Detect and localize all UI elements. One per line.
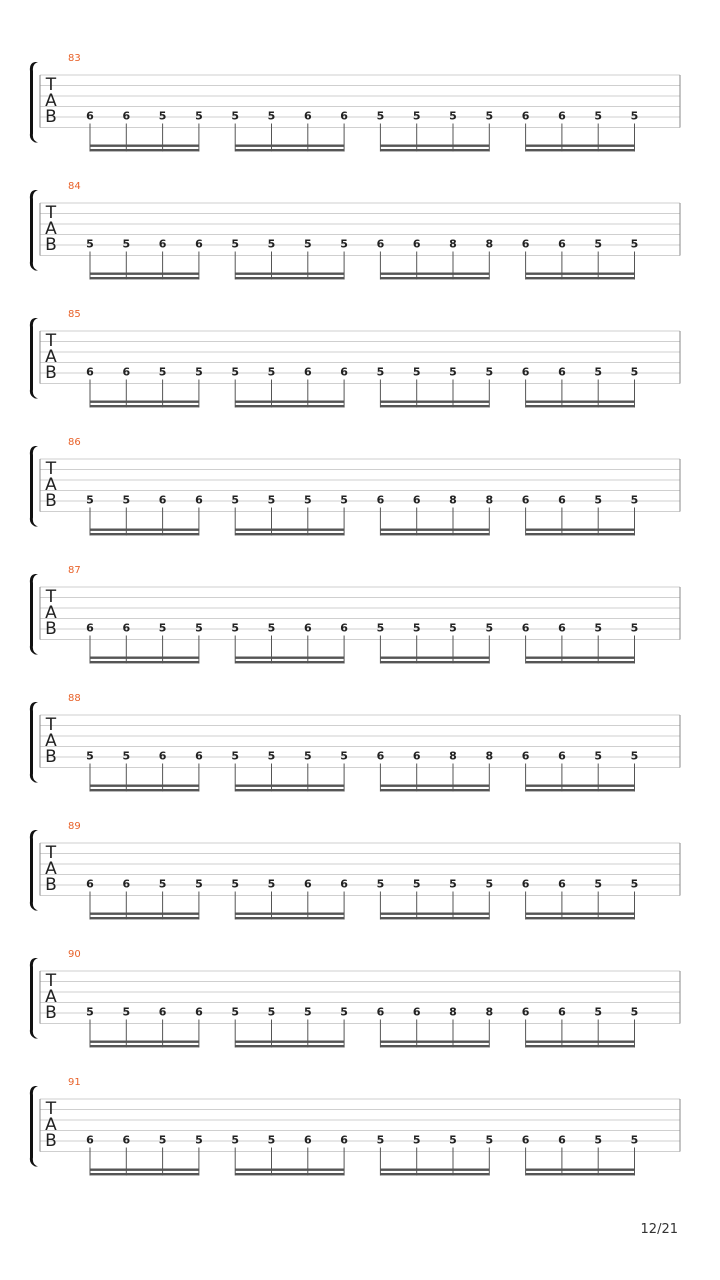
- fret-number: 6: [558, 1005, 566, 1019]
- tab-clef-letter: T: [45, 587, 57, 607]
- fret-number: 5: [630, 1133, 639, 1147]
- fret-number: 8: [449, 493, 457, 507]
- beam-secondary: [235, 405, 344, 407]
- beam-primary: [90, 913, 199, 915]
- fret-number: 5: [594, 365, 603, 379]
- fret-number: 5: [303, 237, 312, 251]
- system-bracket: [30, 318, 38, 399]
- beam-primary: [90, 529, 199, 531]
- beam-secondary: [90, 1045, 199, 1047]
- fret-number: 5: [231, 1133, 240, 1147]
- beam-primary: [380, 913, 489, 915]
- beam-secondary: [526, 149, 635, 151]
- measure-number: 89: [68, 821, 81, 832]
- beam-secondary: [380, 661, 489, 663]
- beam-primary: [380, 785, 489, 787]
- beam-primary: [235, 913, 344, 915]
- fret-number: 5: [231, 1005, 240, 1019]
- tab-clef-letter: B: [45, 1003, 57, 1023]
- beam-secondary: [235, 1173, 344, 1175]
- beam-secondary: [90, 149, 199, 151]
- fret-number: 8: [485, 749, 494, 763]
- fret-number: 6: [158, 237, 167, 251]
- beam-secondary: [235, 149, 344, 151]
- tab-clef-letter: A: [45, 347, 57, 367]
- fret-number: 5: [231, 365, 240, 379]
- tab-clef-letter: A: [45, 731, 57, 751]
- page-indicator: 12/21: [640, 1222, 678, 1237]
- fret-number: 5: [594, 1133, 603, 1147]
- beam-secondary: [235, 661, 344, 663]
- beam-primary: [380, 1041, 489, 1043]
- fret-number: 5: [303, 1005, 312, 1019]
- fret-number: 5: [376, 109, 385, 123]
- fret-number: 6: [412, 749, 421, 763]
- system-bracket: [30, 190, 38, 271]
- beam-secondary: [380, 149, 489, 151]
- beam-primary: [380, 273, 489, 275]
- fret-number: 6: [122, 621, 131, 635]
- fret-number: 5: [122, 749, 131, 763]
- beam-secondary: [380, 917, 489, 919]
- system-bracket: [30, 446, 38, 527]
- beam-primary: [90, 785, 199, 787]
- fret-number: 5: [449, 1133, 457, 1147]
- fret-number: 5: [340, 1005, 348, 1019]
- beam-secondary: [526, 661, 635, 663]
- beam-primary: [90, 657, 199, 659]
- fret-number: 5: [340, 749, 348, 763]
- system-bracket: [30, 1086, 38, 1167]
- fret-number: 5: [485, 1133, 494, 1147]
- measure-number: 83: [68, 53, 81, 64]
- fret-number: 5: [485, 621, 494, 635]
- fret-number: 5: [594, 877, 603, 891]
- fret-number: 5: [412, 365, 421, 379]
- tab-clef-letter: A: [45, 1115, 57, 1135]
- fret-number: 6: [195, 749, 203, 763]
- beam-secondary: [90, 405, 199, 407]
- measure-number: 91: [68, 1077, 81, 1088]
- tab-clef-letter: A: [45, 987, 57, 1007]
- beam-secondary: [526, 277, 635, 279]
- beam-secondary: [380, 405, 489, 407]
- measure-number: 85: [68, 309, 81, 320]
- fret-number: 5: [594, 109, 603, 123]
- beam-primary: [235, 657, 344, 659]
- fret-number: 5: [158, 365, 167, 379]
- fret-number: 6: [412, 237, 421, 251]
- beam-primary: [235, 1169, 344, 1171]
- fret-number: 8: [449, 1005, 457, 1019]
- system-bracket: [30, 62, 38, 143]
- tab-clef-letter: B: [45, 875, 57, 895]
- fret-number: 5: [267, 749, 276, 763]
- fret-number: 6: [303, 621, 312, 635]
- tab-clef-letter: T: [45, 459, 57, 479]
- beam-primary: [90, 401, 199, 403]
- fret-number: 6: [122, 877, 131, 891]
- beam-secondary: [235, 277, 344, 279]
- fret-number: 6: [376, 749, 385, 763]
- fret-number: 5: [630, 749, 639, 763]
- beam-secondary: [526, 917, 635, 919]
- fret-number: 6: [86, 621, 94, 635]
- fret-number: 6: [376, 237, 385, 251]
- measure-number: 87: [68, 565, 81, 576]
- fret-number: 5: [231, 493, 240, 507]
- fret-number: 5: [630, 493, 639, 507]
- beam-primary: [235, 145, 344, 147]
- fret-number: 5: [231, 877, 240, 891]
- beam-primary: [526, 529, 635, 531]
- fret-number: 5: [630, 1005, 639, 1019]
- fret-number: 5: [485, 365, 494, 379]
- beam-primary: [526, 1041, 635, 1043]
- fret-number: 5: [594, 749, 603, 763]
- fret-number: 6: [412, 1005, 421, 1019]
- fret-number: 6: [521, 877, 530, 891]
- fret-number: 5: [158, 621, 167, 635]
- fret-number: 5: [122, 237, 131, 251]
- fret-number: 5: [231, 237, 240, 251]
- fret-number: 6: [122, 109, 131, 123]
- fret-number: 5: [86, 1005, 94, 1019]
- fret-number: 6: [521, 493, 530, 507]
- tab-clef-letter: B: [45, 1131, 57, 1151]
- beam-primary: [526, 401, 635, 403]
- fret-number: 5: [630, 877, 639, 891]
- fret-number: 6: [86, 109, 94, 123]
- beam-secondary: [90, 789, 199, 791]
- fret-number: 5: [630, 621, 639, 635]
- fret-number: 5: [195, 877, 203, 891]
- tab-clef-letter: A: [45, 475, 57, 495]
- fret-number: 6: [558, 493, 566, 507]
- tab-clef-letter: A: [45, 219, 57, 239]
- fret-number: 5: [412, 621, 421, 635]
- fret-number: 6: [558, 1133, 566, 1147]
- fret-number: 6: [521, 1133, 530, 1147]
- fret-number: 6: [86, 877, 94, 891]
- fret-number: 5: [231, 749, 240, 763]
- fret-number: 6: [558, 109, 566, 123]
- fret-number: 5: [340, 237, 348, 251]
- tab-clef-letter: A: [45, 859, 57, 879]
- fret-number: 5: [158, 109, 167, 123]
- beam-secondary: [90, 661, 199, 663]
- beam-secondary: [526, 405, 635, 407]
- fret-number: 6: [340, 621, 348, 635]
- fret-number: 8: [449, 749, 457, 763]
- measure-number: 90: [68, 949, 81, 960]
- fret-number: 5: [267, 1133, 276, 1147]
- fret-number: 5: [267, 877, 276, 891]
- fret-number: 5: [86, 749, 94, 763]
- beam-primary: [380, 145, 489, 147]
- beam-primary: [90, 1041, 199, 1043]
- beam-secondary: [526, 789, 635, 791]
- beam-secondary: [90, 1173, 199, 1175]
- fret-number: 6: [158, 1005, 167, 1019]
- fret-number: 5: [630, 237, 639, 251]
- fret-number: 5: [630, 109, 639, 123]
- beam-primary: [235, 273, 344, 275]
- fret-number: 5: [340, 493, 348, 507]
- beam-primary: [90, 273, 199, 275]
- fret-number: 5: [86, 493, 94, 507]
- tab-clef-letter: A: [45, 91, 57, 111]
- beam-primary: [235, 529, 344, 531]
- fret-number: 5: [594, 237, 603, 251]
- fret-number: 6: [122, 1133, 131, 1147]
- fret-number: 5: [376, 877, 385, 891]
- fret-number: 5: [449, 877, 457, 891]
- beam-primary: [380, 1169, 489, 1171]
- fret-number: 5: [376, 1133, 385, 1147]
- fret-number: 6: [521, 1005, 530, 1019]
- fret-number: 5: [86, 237, 94, 251]
- system-bracket: [30, 830, 38, 911]
- fret-number: 5: [158, 877, 167, 891]
- fret-number: 6: [340, 1133, 348, 1147]
- system-bracket: [30, 574, 38, 655]
- fret-number: 5: [449, 109, 457, 123]
- tab-clef-letter: T: [45, 1099, 57, 1119]
- fret-number: 6: [158, 749, 167, 763]
- fret-number: 6: [303, 365, 312, 379]
- fret-number: 5: [195, 621, 203, 635]
- measure-number: 88: [68, 693, 81, 704]
- fret-number: 5: [267, 493, 276, 507]
- fret-number: 5: [630, 365, 639, 379]
- beam-primary: [380, 657, 489, 659]
- beam-primary: [526, 273, 635, 275]
- beam-secondary: [235, 1045, 344, 1047]
- fret-number: 8: [485, 237, 494, 251]
- beam-secondary: [235, 917, 344, 919]
- beam-secondary: [380, 533, 489, 535]
- fret-number: 5: [376, 621, 385, 635]
- tab-clef-letter: B: [45, 363, 57, 383]
- tab-clef-letter: B: [45, 619, 57, 639]
- measure-number: 84: [68, 181, 81, 192]
- fret-number: 6: [558, 877, 566, 891]
- fret-number: 6: [521, 237, 530, 251]
- beam-secondary: [380, 277, 489, 279]
- fret-number: 5: [303, 493, 312, 507]
- beam-secondary: [90, 533, 199, 535]
- fret-number: 6: [122, 365, 131, 379]
- beam-secondary: [526, 1173, 635, 1175]
- fret-number: 6: [340, 365, 348, 379]
- fret-number: 6: [521, 109, 530, 123]
- beam-secondary: [90, 917, 199, 919]
- fret-number: 6: [412, 493, 421, 507]
- fret-number: 6: [521, 749, 530, 763]
- beam-secondary: [526, 1045, 635, 1047]
- fret-number: 6: [303, 109, 312, 123]
- tab-clef-letter: B: [45, 491, 57, 511]
- fret-number: 5: [195, 365, 203, 379]
- fret-number: 5: [267, 365, 276, 379]
- tab-clef-letter: T: [45, 75, 57, 95]
- fret-number: 5: [485, 877, 494, 891]
- tab-clef-letter: T: [45, 971, 57, 991]
- fret-number: 5: [267, 1005, 276, 1019]
- fret-number: 6: [558, 237, 566, 251]
- fret-number: 5: [267, 621, 276, 635]
- fret-number: 5: [412, 109, 421, 123]
- fret-number: 6: [521, 365, 530, 379]
- fret-number: 6: [86, 1133, 94, 1147]
- fret-number: 5: [122, 493, 131, 507]
- tab-clef-letter: B: [45, 747, 57, 767]
- beam-primary: [90, 145, 199, 147]
- fret-number: 6: [340, 877, 348, 891]
- beam-primary: [526, 145, 635, 147]
- fret-number: 8: [449, 237, 457, 251]
- fret-number: 5: [412, 877, 421, 891]
- beam-primary: [235, 785, 344, 787]
- fret-number: 5: [267, 109, 276, 123]
- fret-number: 5: [485, 109, 494, 123]
- beam-primary: [235, 401, 344, 403]
- beam-secondary: [235, 533, 344, 535]
- beam-secondary: [380, 789, 489, 791]
- beam-primary: [526, 1169, 635, 1171]
- fret-number: 6: [521, 621, 530, 635]
- fret-number: 5: [267, 237, 276, 251]
- beam-primary: [526, 913, 635, 915]
- beam-secondary: [380, 1173, 489, 1175]
- system-bracket: [30, 958, 38, 1039]
- fret-number: 5: [195, 109, 203, 123]
- fret-number: 6: [195, 237, 203, 251]
- fret-number: 5: [376, 365, 385, 379]
- beam-primary: [526, 657, 635, 659]
- fret-number: 6: [558, 365, 566, 379]
- measure-number: 86: [68, 437, 81, 448]
- fret-number: 5: [231, 109, 240, 123]
- tab-clef-letter: A: [45, 603, 57, 623]
- fret-number: 6: [158, 493, 167, 507]
- fret-number: 5: [231, 621, 240, 635]
- fret-number: 5: [158, 1133, 167, 1147]
- fret-number: 6: [195, 493, 203, 507]
- beam-primary: [526, 785, 635, 787]
- fret-number: 5: [122, 1005, 131, 1019]
- fret-number: 5: [303, 749, 312, 763]
- tab-clef-letter: T: [45, 843, 57, 863]
- fret-number: 5: [449, 621, 457, 635]
- tab-clef-letter: T: [45, 203, 57, 223]
- fret-number: 6: [195, 1005, 203, 1019]
- fret-number: 6: [558, 749, 566, 763]
- beam-secondary: [526, 533, 635, 535]
- fret-number: 6: [376, 493, 385, 507]
- beam-secondary: [235, 789, 344, 791]
- fret-number: 8: [485, 1005, 494, 1019]
- fret-number: 6: [86, 365, 94, 379]
- tab-clef-letter: T: [45, 331, 57, 351]
- fret-number: 5: [594, 621, 603, 635]
- tab-clef-letter: T: [45, 715, 57, 735]
- beam-primary: [380, 401, 489, 403]
- fret-number: 6: [340, 109, 348, 123]
- fret-number: 5: [594, 493, 603, 507]
- system-bracket: [30, 702, 38, 783]
- fret-number: 6: [303, 877, 312, 891]
- fret-number: 6: [376, 1005, 385, 1019]
- fret-number: 6: [303, 1133, 312, 1147]
- fret-number: 5: [195, 1133, 203, 1147]
- fret-number: 5: [412, 1133, 421, 1147]
- beam-primary: [90, 1169, 199, 1171]
- beam-secondary: [90, 277, 199, 279]
- beam-primary: [235, 1041, 344, 1043]
- beam-primary: [380, 529, 489, 531]
- tab-clef-letter: B: [45, 107, 57, 127]
- tab-clef-letter: B: [45, 235, 57, 255]
- fret-number: 8: [485, 493, 494, 507]
- beam-secondary: [380, 1045, 489, 1047]
- fret-number: 5: [449, 365, 457, 379]
- fret-number: 5: [594, 1005, 603, 1019]
- fret-number: 6: [558, 621, 566, 635]
